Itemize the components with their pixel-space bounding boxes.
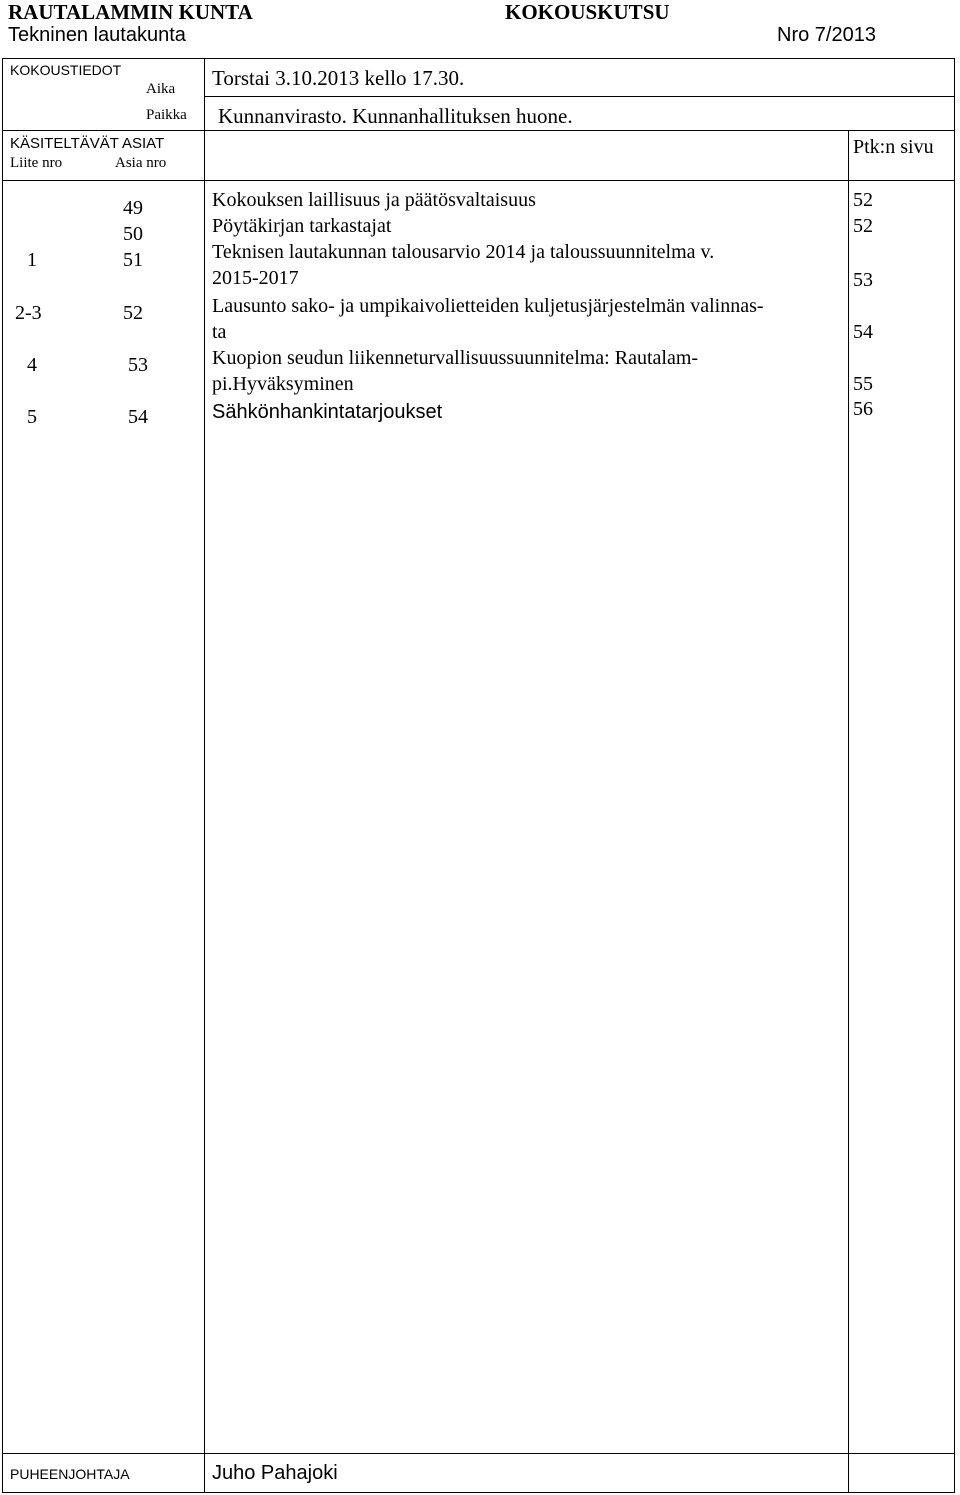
footer-top-line (2, 1453, 955, 1454)
agenda-item-title: Teknisen lautakunnan talousarvio 2014 ja taloussuunnitelma v. (212, 241, 715, 263)
item-number: 53 (128, 354, 148, 376)
agenda-item-title: Pöytäkirjan tarkastajat (212, 215, 392, 237)
page-number: 56 (853, 398, 873, 420)
frame-top-line (2, 58, 954, 59)
frame-bottom-line (2, 1492, 955, 1493)
time-label: Aika (146, 81, 176, 97)
page-number: 55 (853, 373, 873, 395)
appendix-number: 2-3 (15, 302, 42, 324)
item-number: 49 (123, 197, 143, 219)
page-number: 54 (853, 321, 873, 343)
agenda-header-bottom-line (2, 180, 955, 181)
meeting-place: Kunnanvirasto. Kunnanhallituksen huone. (218, 104, 573, 128)
chair-label: PUHEENJOHTAJA (10, 1466, 130, 1482)
appendix-number: 1 (27, 249, 37, 271)
frame-left-line (2, 58, 3, 1492)
page-column-header: Ptk:n sivu (853, 136, 934, 158)
document-type: KOKOUSKUTSU (505, 0, 670, 24)
appendix-number: 4 (27, 354, 37, 376)
meeting-section-label: KOKOUSTIEDOT (10, 62, 122, 78)
page-number: 53 (853, 269, 873, 291)
left-column-divider (204, 58, 205, 1492)
item-column-header: Asia nro (115, 155, 167, 171)
page-number: 52 (853, 189, 873, 211)
place-label: Paikka (146, 107, 187, 123)
agenda-item-title: Lausunto sako- ja umpikaivolietteiden kuljetusjärjestelmän valinnas- (212, 295, 764, 317)
agenda-section-label: KÄSITELTÄVÄT ASIAT (10, 135, 165, 152)
page-number: 52 (853, 215, 873, 237)
meeting-info-bottom-line (2, 130, 955, 131)
item-number: 52 (123, 302, 143, 324)
meeting-time: Torstai 3.10.2013 kello 17.30. (212, 66, 465, 90)
agenda-item-title-continued: ta (212, 321, 227, 343)
agenda-item-title-continued: pi.Hyväksyminen (212, 373, 354, 395)
page-column-divider (848, 130, 849, 1492)
appendix-column-header: Liite nro (10, 155, 63, 171)
appendix-number: 5 (27, 406, 37, 428)
agenda-item-title: Kuopion seudun liikenneturvallisuussuunnitelma: Rautalam- (212, 347, 699, 369)
time-row-bottom-line (204, 96, 954, 97)
frame-right-line (954, 58, 955, 1492)
agenda-item-title: Kokouksen laillisuus ja päätösvaltaisuus (212, 189, 536, 211)
item-number: 51 (123, 249, 143, 271)
municipality-name: RAUTALAMMIN KUNTA (8, 0, 253, 24)
item-number: 50 (123, 223, 143, 245)
meeting-number: Nro 7/2013 (777, 24, 876, 46)
agenda-item-title-continued: 2015-2017 (212, 267, 299, 289)
agenda-item-title: Sähkönhankintatarjoukset (212, 401, 443, 423)
chair-name: Juho Pahajoki (212, 1462, 338, 1484)
committee-name: Tekninen lautakunta (8, 24, 186, 46)
item-number: 54 (128, 406, 148, 428)
